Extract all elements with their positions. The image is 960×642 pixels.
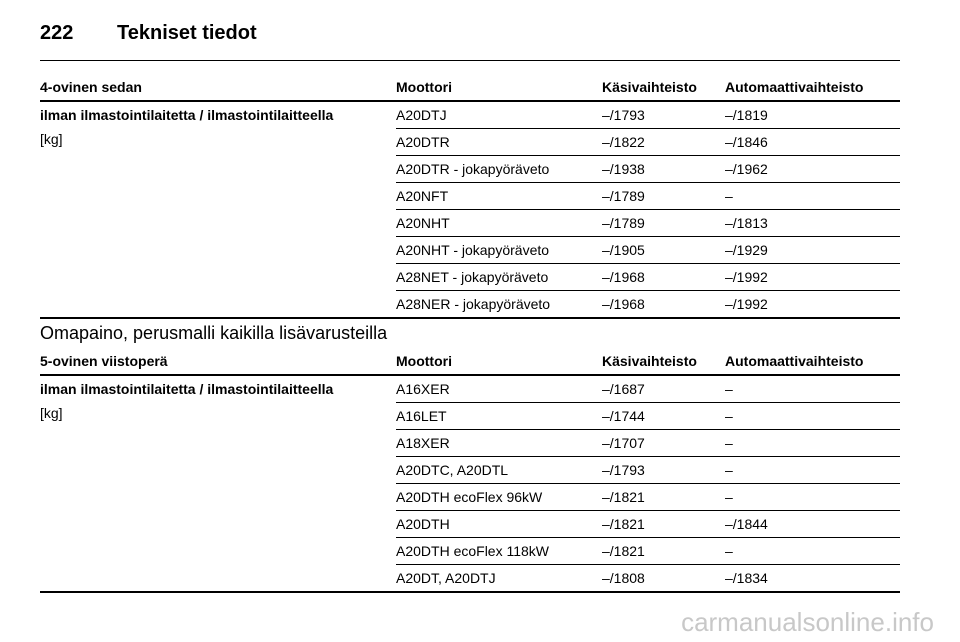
header-engine: Moottori	[396, 79, 452, 95]
manual-weight-cell: –/1789	[602, 188, 645, 204]
manual-weight-cell: –/1789	[602, 215, 645, 231]
engine-cell: A28NET - jokapyöräveto	[396, 269, 549, 285]
page-header	[40, 18, 900, 48]
engine-cell: A28NER - jokapyöräveto	[396, 296, 551, 312]
table-header-row	[40, 348, 900, 376]
table-row	[396, 483, 900, 510]
engine-cell: A20DTH ecoFlex 96kW	[396, 489, 543, 505]
table-row	[396, 510, 900, 537]
row-label-unit: [kg]	[40, 131, 63, 147]
weight-table-hatchback	[40, 348, 900, 593]
header-body-type: 4-ovinen sedan	[40, 79, 142, 95]
automatic-weight-cell: –	[725, 408, 733, 424]
automatic-weight-cell: –/1992	[725, 269, 768, 285]
manual-weight-cell: –/1707	[602, 435, 645, 451]
automatic-weight-cell: –	[725, 489, 733, 505]
automatic-weight-cell: –/1929	[725, 242, 768, 258]
manual-weight-cell: –/1808	[602, 570, 645, 586]
manual-weight-cell: –/1821	[602, 516, 645, 532]
weight-table-sedan	[40, 74, 900, 319]
table-row	[396, 263, 900, 290]
table-row	[396, 429, 900, 456]
manual-weight-cell: –/1687	[602, 381, 645, 397]
row-label-title: ilman ilmastointilaitetta / ilmastointilaitteella	[40, 107, 334, 123]
automatic-weight-cell: –	[725, 462, 733, 478]
table-row	[396, 456, 900, 483]
table-row	[396, 102, 900, 128]
automatic-weight-cell: –/1819	[725, 107, 768, 123]
header-engine: Moottori	[396, 353, 452, 369]
table-row	[396, 155, 900, 182]
engine-cell: A20DT, A20DTJ	[396, 570, 496, 586]
table-row	[396, 128, 900, 155]
header-manual: Käsivaihteisto	[602, 79, 697, 95]
table-row	[396, 376, 900, 402]
table-row	[396, 564, 900, 591]
header-body-type: 5-ovinen viistoperä	[40, 353, 168, 369]
manual-weight-cell: –/1938	[602, 161, 645, 177]
manual-weight-cell: –/1793	[602, 462, 645, 478]
table-row	[396, 537, 900, 564]
row-label-title: ilman ilmastointilaitetta / ilmastointilaitteella	[40, 381, 334, 397]
engine-cell: A20DTR - jokapyöräveto	[396, 161, 550, 177]
table-body	[40, 102, 900, 319]
table-row	[396, 402, 900, 429]
automatic-weight-cell: –/1813	[725, 215, 768, 231]
automatic-weight-cell: –/1962	[725, 161, 768, 177]
table-body	[40, 376, 900, 593]
table-row	[396, 236, 900, 263]
manual-weight-cell: –/1905	[602, 242, 645, 258]
manual-weight-cell: –/1822	[602, 134, 645, 150]
watermark-text: carmanualsonline.info	[681, 607, 934, 637]
automatic-weight-cell: –	[725, 188, 733, 204]
engine-cell: A20DTC, A20DTL	[396, 462, 509, 478]
engine-cell: A20DTR	[396, 134, 450, 150]
manual-weight-cell: –/1821	[602, 489, 645, 505]
header-divider	[40, 60, 900, 61]
row-label-cell	[40, 376, 390, 424]
automatic-weight-cell: –/1992	[725, 296, 768, 312]
engine-cell: A20DTH ecoFlex 118kW	[396, 543, 550, 559]
automatic-weight-cell: –/1834	[725, 570, 768, 586]
table-row	[396, 182, 900, 209]
header-manual: Käsivaihteisto	[602, 353, 697, 369]
manual-weight-cell: –/1744	[602, 408, 645, 424]
row-label-cell	[40, 102, 390, 150]
manual-weight-cell: –/1821	[602, 543, 645, 559]
automatic-weight-cell: –	[725, 435, 733, 451]
page-number: 222	[40, 22, 74, 44]
manual-weight-cell: –/1968	[602, 296, 645, 312]
engine-cell: A20DTH	[396, 516, 450, 532]
engine-cell: A20DTJ	[396, 107, 447, 123]
engine-cell: A20NHT - jokapyöräveto	[396, 242, 550, 258]
engine-cell: A20NFT	[396, 188, 449, 204]
section-heading: Omapaino, perusmalli kaikilla lisävarusteilla	[40, 323, 388, 343]
engine-cell: A20NHT	[396, 215, 450, 231]
automatic-weight-cell: –/1844	[725, 516, 768, 532]
table-row	[396, 209, 900, 236]
table-row	[396, 290, 900, 317]
automatic-weight-cell: –	[725, 543, 733, 559]
manual-weight-cell: –/1968	[602, 269, 645, 285]
engine-cell: A16LET	[396, 408, 447, 424]
header-automatic: Automaattivaihteisto	[725, 353, 864, 369]
page-title: Tekniset tiedot	[117, 22, 257, 44]
header-automatic: Automaattivaihteisto	[725, 79, 864, 95]
automatic-weight-cell: –	[725, 381, 733, 397]
engine-cell: A18XER	[396, 435, 450, 451]
manual-weight-cell: –/1793	[602, 107, 645, 123]
automatic-weight-cell: –/1846	[725, 134, 768, 150]
table-header-row	[40, 74, 900, 102]
engine-cell: A16XER	[396, 381, 450, 397]
row-label-unit: [kg]	[40, 405, 63, 421]
